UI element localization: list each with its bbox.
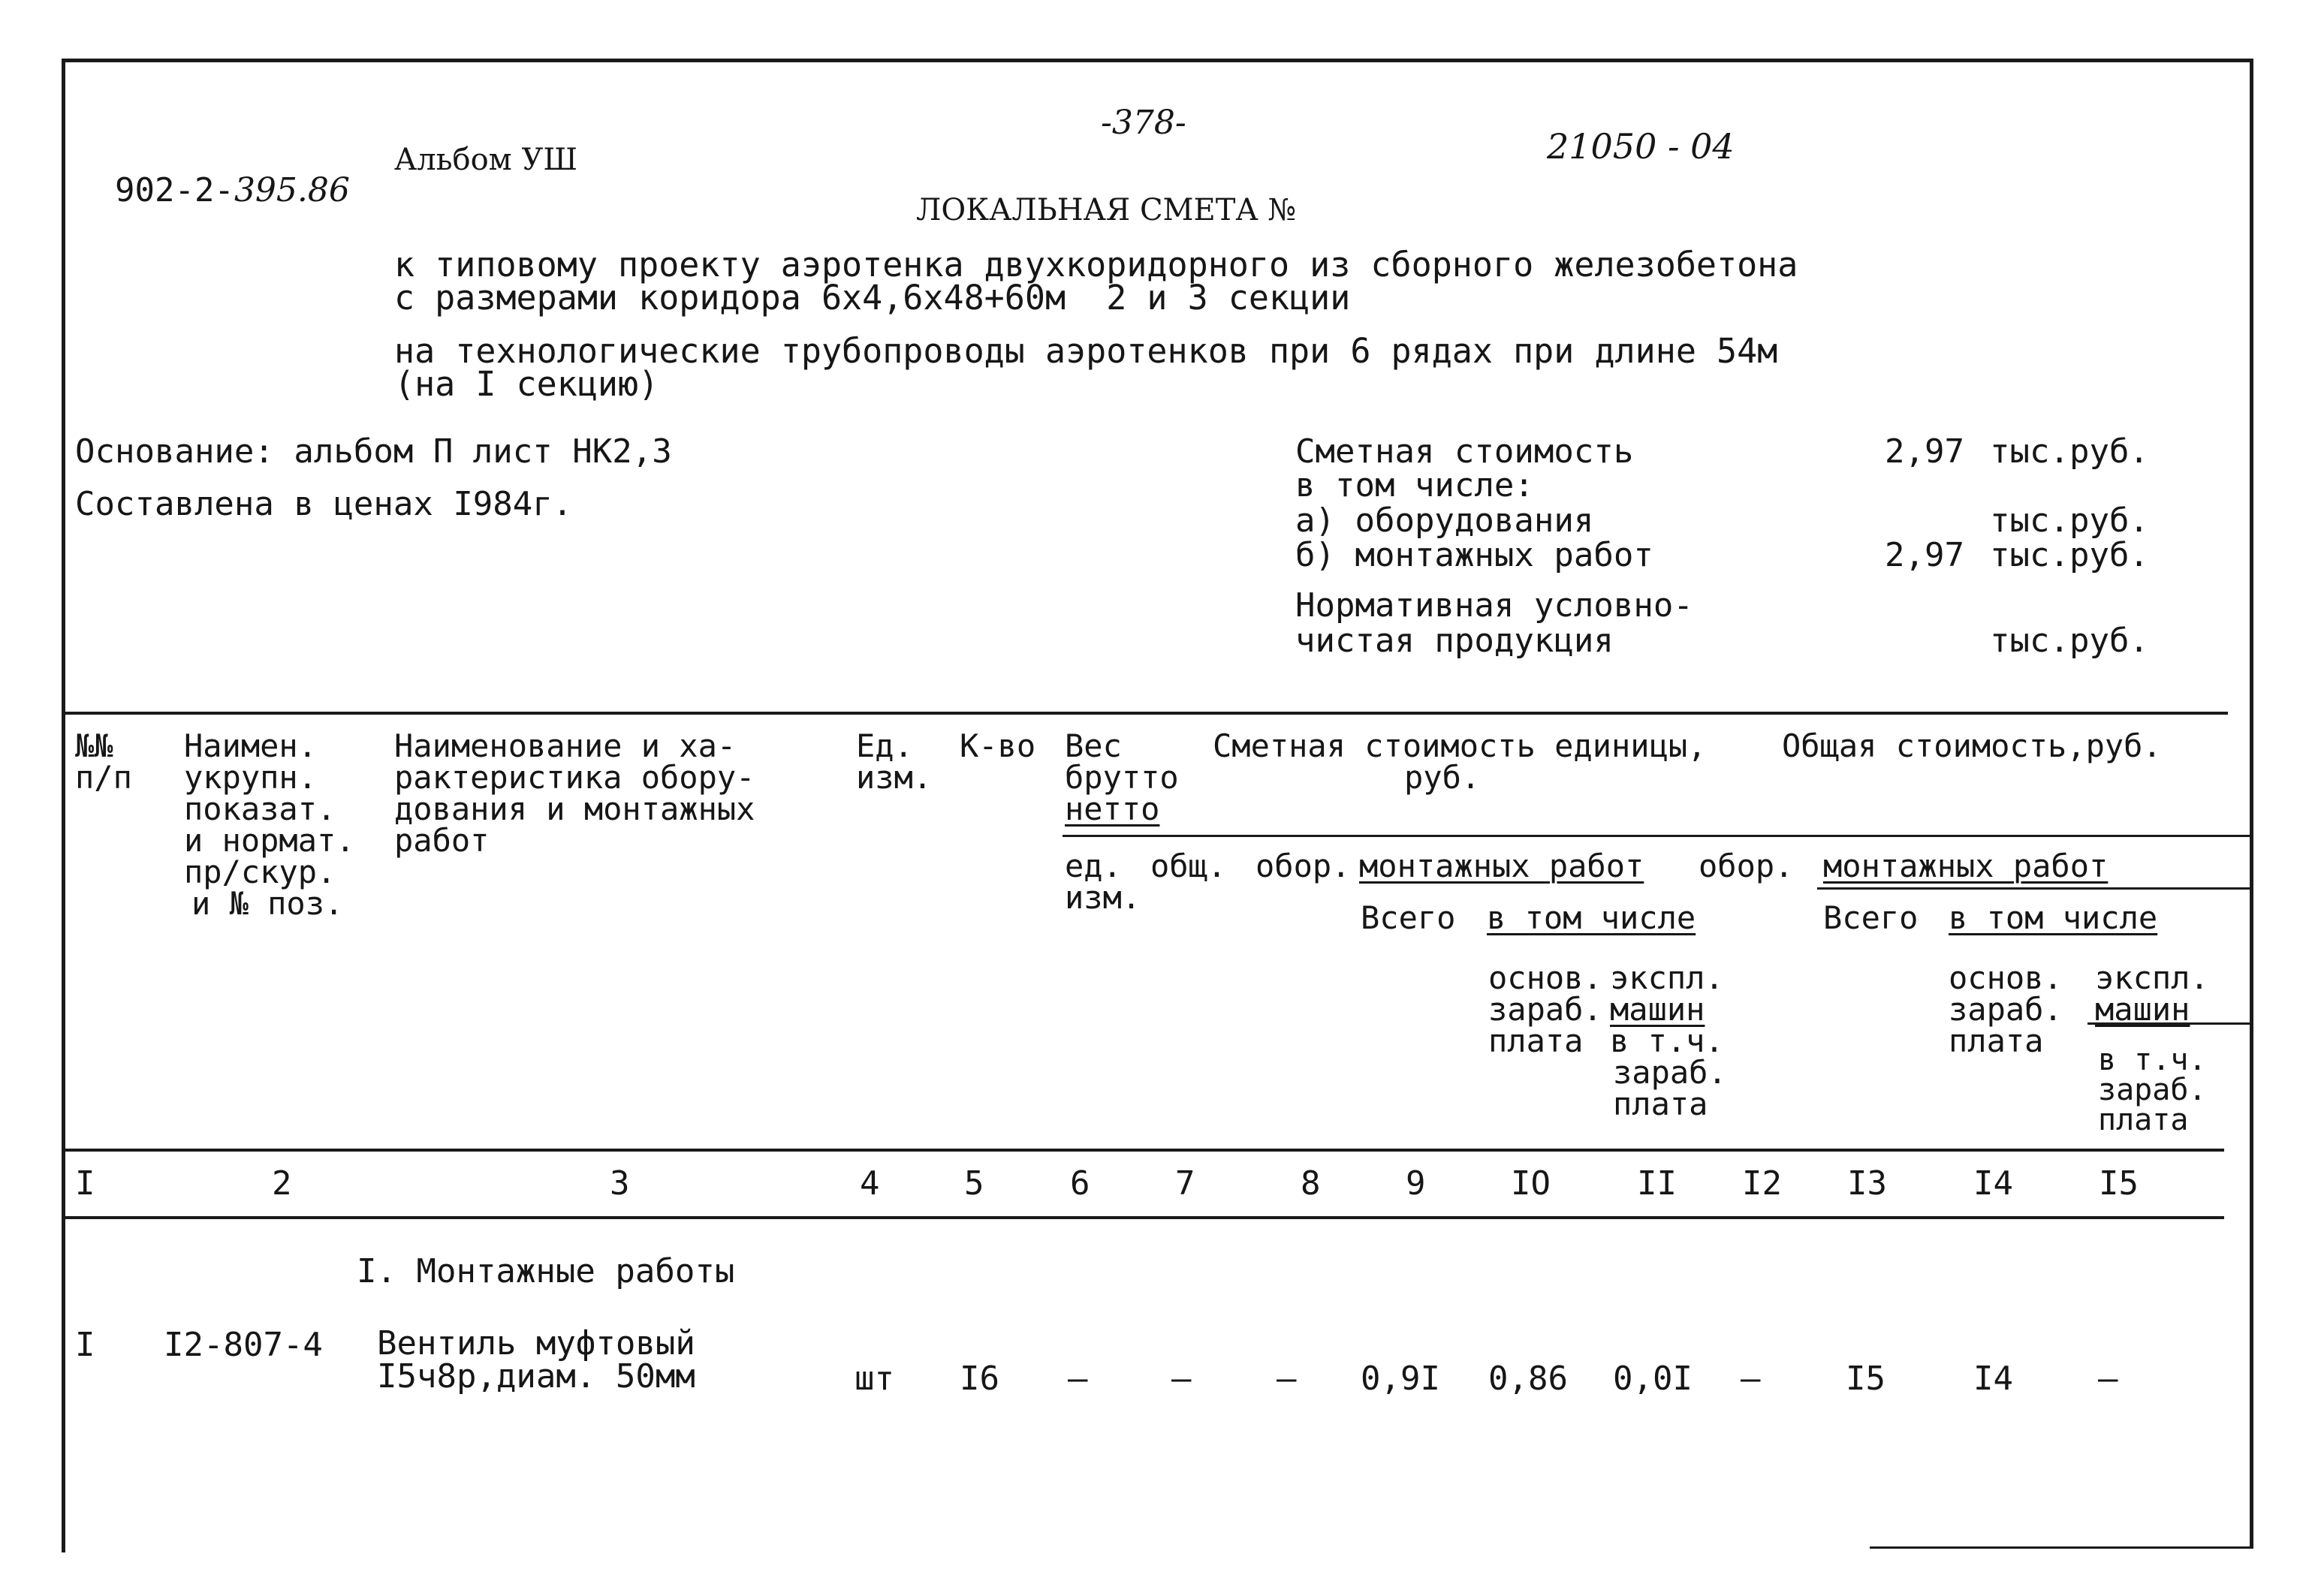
project-number-handwritten: 395.86 [234,171,350,209]
unit-cost-header-b: руб. [1404,759,1481,796]
colnum-2: 2 [272,1164,292,1203]
estimate-desc-line3: на технологические трубопроводы аэротенков при 6 рядах при длине 54м [394,331,1778,371]
col3-header-d: работ [394,822,490,859]
col6-header-b: брутто [1065,759,1179,796]
colnum-11: II [1637,1164,1677,1203]
section-title: I. Монтажные работы [357,1252,735,1290]
col2-header-a: Наимен. [184,727,318,764]
frame-bottom-right [1870,1546,2253,1549]
total-cost-header: Общая стоимость,руб. [1782,727,2162,764]
header-bottom-rule [65,1149,2224,1152]
estimate-desc-line2: с размерами коридора 6х4,6х48+60м 2 и 3 секции [394,278,1351,318]
col3-header-c: дования и монтажных [394,790,755,827]
summary-cost-value: 2,97 [1885,432,1964,471]
colnum-13: I3 [1847,1164,1887,1203]
col4-header-b: изм. [856,759,933,796]
row-col9: 0,9I [1361,1360,1440,1398]
colnum-15: I5 [2099,1164,2139,1203]
col2-header-e: пр/скур. [184,854,336,890]
row-col12: – [1741,1360,1761,1398]
vsego-header: Всего [1361,899,1456,936]
expl-header-a: экспл. [1610,959,1724,996]
row-col13: I5 [1846,1360,1885,1398]
row-number: I [75,1326,95,1364]
prices-line: Составлена в ценах I984г. [75,485,573,523]
summary-install-unit: тыс.руб. [1990,536,2149,574]
mont-work-header: монтажных работ [1359,848,1644,884]
frame-top [62,59,2253,62]
summary-norm-unit: тыс.руб. [1990,622,2149,660]
incl-header-2: в том числе [1949,899,2158,936]
summary-equip-unit: тыс.руб. [1990,501,2149,540]
colnum-7: 7 [1175,1164,1195,1203]
summary-cost-label: Сметная стоимость [1295,432,1634,471]
subheader-rule-2 [1817,887,2250,890]
summary-norm-label2: чистая продукция [1295,622,1614,660]
basis-line: Основание: альбом П лист НК2,3 [75,432,672,471]
osnov-header-b: зараб. [1488,991,1602,1028]
summary-install-label: б) монтажных работ [1295,536,1653,574]
row-col10: 0,86 [1488,1360,1568,1398]
colnum-bottom-rule [65,1216,2224,1219]
colnum-12: I2 [1742,1164,1782,1203]
colnum-3: 3 [610,1164,630,1203]
estimate-title: ЛОКАЛЬНАЯ СМЕТА № [916,193,1297,227]
col8-sub: обор. [1255,848,1351,884]
document-number: 21050 - 04 [1547,126,1735,167]
colnum-8: 8 [1301,1164,1321,1203]
osnov2-header-c: плата [1949,1022,2044,1059]
osnov-header-a: основ. [1488,959,1602,996]
col2-header-c: показат. [184,790,336,827]
colnum-9: 9 [1406,1164,1426,1203]
row-col15: – [2098,1360,2118,1398]
unit-cost-header-a: Сметная стоимость единицы, [1213,727,1707,764]
col5-header: К-во [960,727,1036,764]
col1-header-a: №№ [75,727,113,764]
summary-install-value: 2,97 [1885,536,1964,574]
osnov2-header-b: зараб. [1949,991,2063,1028]
estimate-desc-line1: к типовому проекту аэротенка двухкоридорного из сборного железобетона [394,245,1798,285]
summary-norm-label1: Нормативная условно- [1295,586,1693,625]
row-code: I2-807-4 [164,1326,323,1364]
row-qty: I6 [960,1360,999,1398]
row-col8: – [1277,1360,1297,1398]
colnum-1: I [75,1164,95,1203]
expl2-header-b: машин [2095,991,2190,1028]
row-col7: – [1171,1360,1192,1398]
osnov-header-c: плата [1488,1022,1584,1059]
row-col11: 0,0I [1613,1360,1693,1398]
subheader-rule-1 [1063,835,2250,837]
colnum-14: I4 [1973,1164,2013,1203]
col6-sub-izm: изм. [1065,879,1141,916]
colnum-10: IO [1511,1164,1551,1203]
summary-incl-label: в том числе: [1295,466,1534,504]
vtch2-header-b: зараб. [2098,1073,2207,1107]
project-number: 902-2-395.86 [114,171,350,209]
colnum-6: 6 [1070,1164,1090,1203]
col2-header-f: и № поз. [191,885,344,922]
col1-header-b: п/п [75,759,132,796]
expl-header-b: машин [1610,991,1705,1028]
table-top-rule [65,712,2228,715]
estimate-desc-line4: (на I секцию) [394,364,659,404]
row-name-line2: I5ч8р,диам. 50мм [377,1357,695,1396]
frame-left [62,59,65,1552]
col6-header-c: нетто [1065,790,1160,827]
row-unit: шт [855,1360,894,1398]
osnov2-header-a: основ. [1949,959,2063,996]
col6-header-a: Вес [1065,727,1122,764]
row-name-line1: Вентиль муфтовый [377,1324,695,1363]
expl2-header-a: экспл. [2095,959,2209,996]
vsego-header-2: Всего [1823,899,1919,936]
row-col14: I4 [1973,1360,2013,1398]
vtch-header-c: плата [1613,1086,1708,1122]
col2-header-d: и нормат. [184,822,355,859]
col12-sub: обор. [1699,848,1794,884]
col2-header-b: укрупн. [184,759,318,796]
col3-header-b: рактеристика обору- [394,759,755,796]
incl-header: в том числе [1487,899,1696,936]
summary-equip-label: а) оборудования [1295,501,1594,540]
colnum-4: 4 [860,1164,880,1203]
col3-header-a: Наименование и ха- [394,727,737,764]
album-label: Альбом УШ [394,143,578,177]
row-col6: – [1068,1360,1088,1398]
mont-work-header-2: монтажных работ [1823,848,2109,884]
colnum-5: 5 [964,1164,984,1203]
col4-header-a: Ед. [856,727,913,764]
col7-sub: общ. [1150,848,1227,884]
page-number: -378- [1101,104,1186,142]
summary-cost-unit: тыс.руб. [1990,432,2149,471]
frame-right [2250,59,2253,1549]
vtch2-header-c: плата [2098,1103,2189,1137]
vtch-header-a: в т.ч. [1610,1022,1724,1059]
vtch-header-b: зараб. [1613,1054,1727,1091]
vtch2-header-a: в т.ч. [2098,1043,2207,1077]
col6-sub-ed: ед. [1065,848,1122,884]
